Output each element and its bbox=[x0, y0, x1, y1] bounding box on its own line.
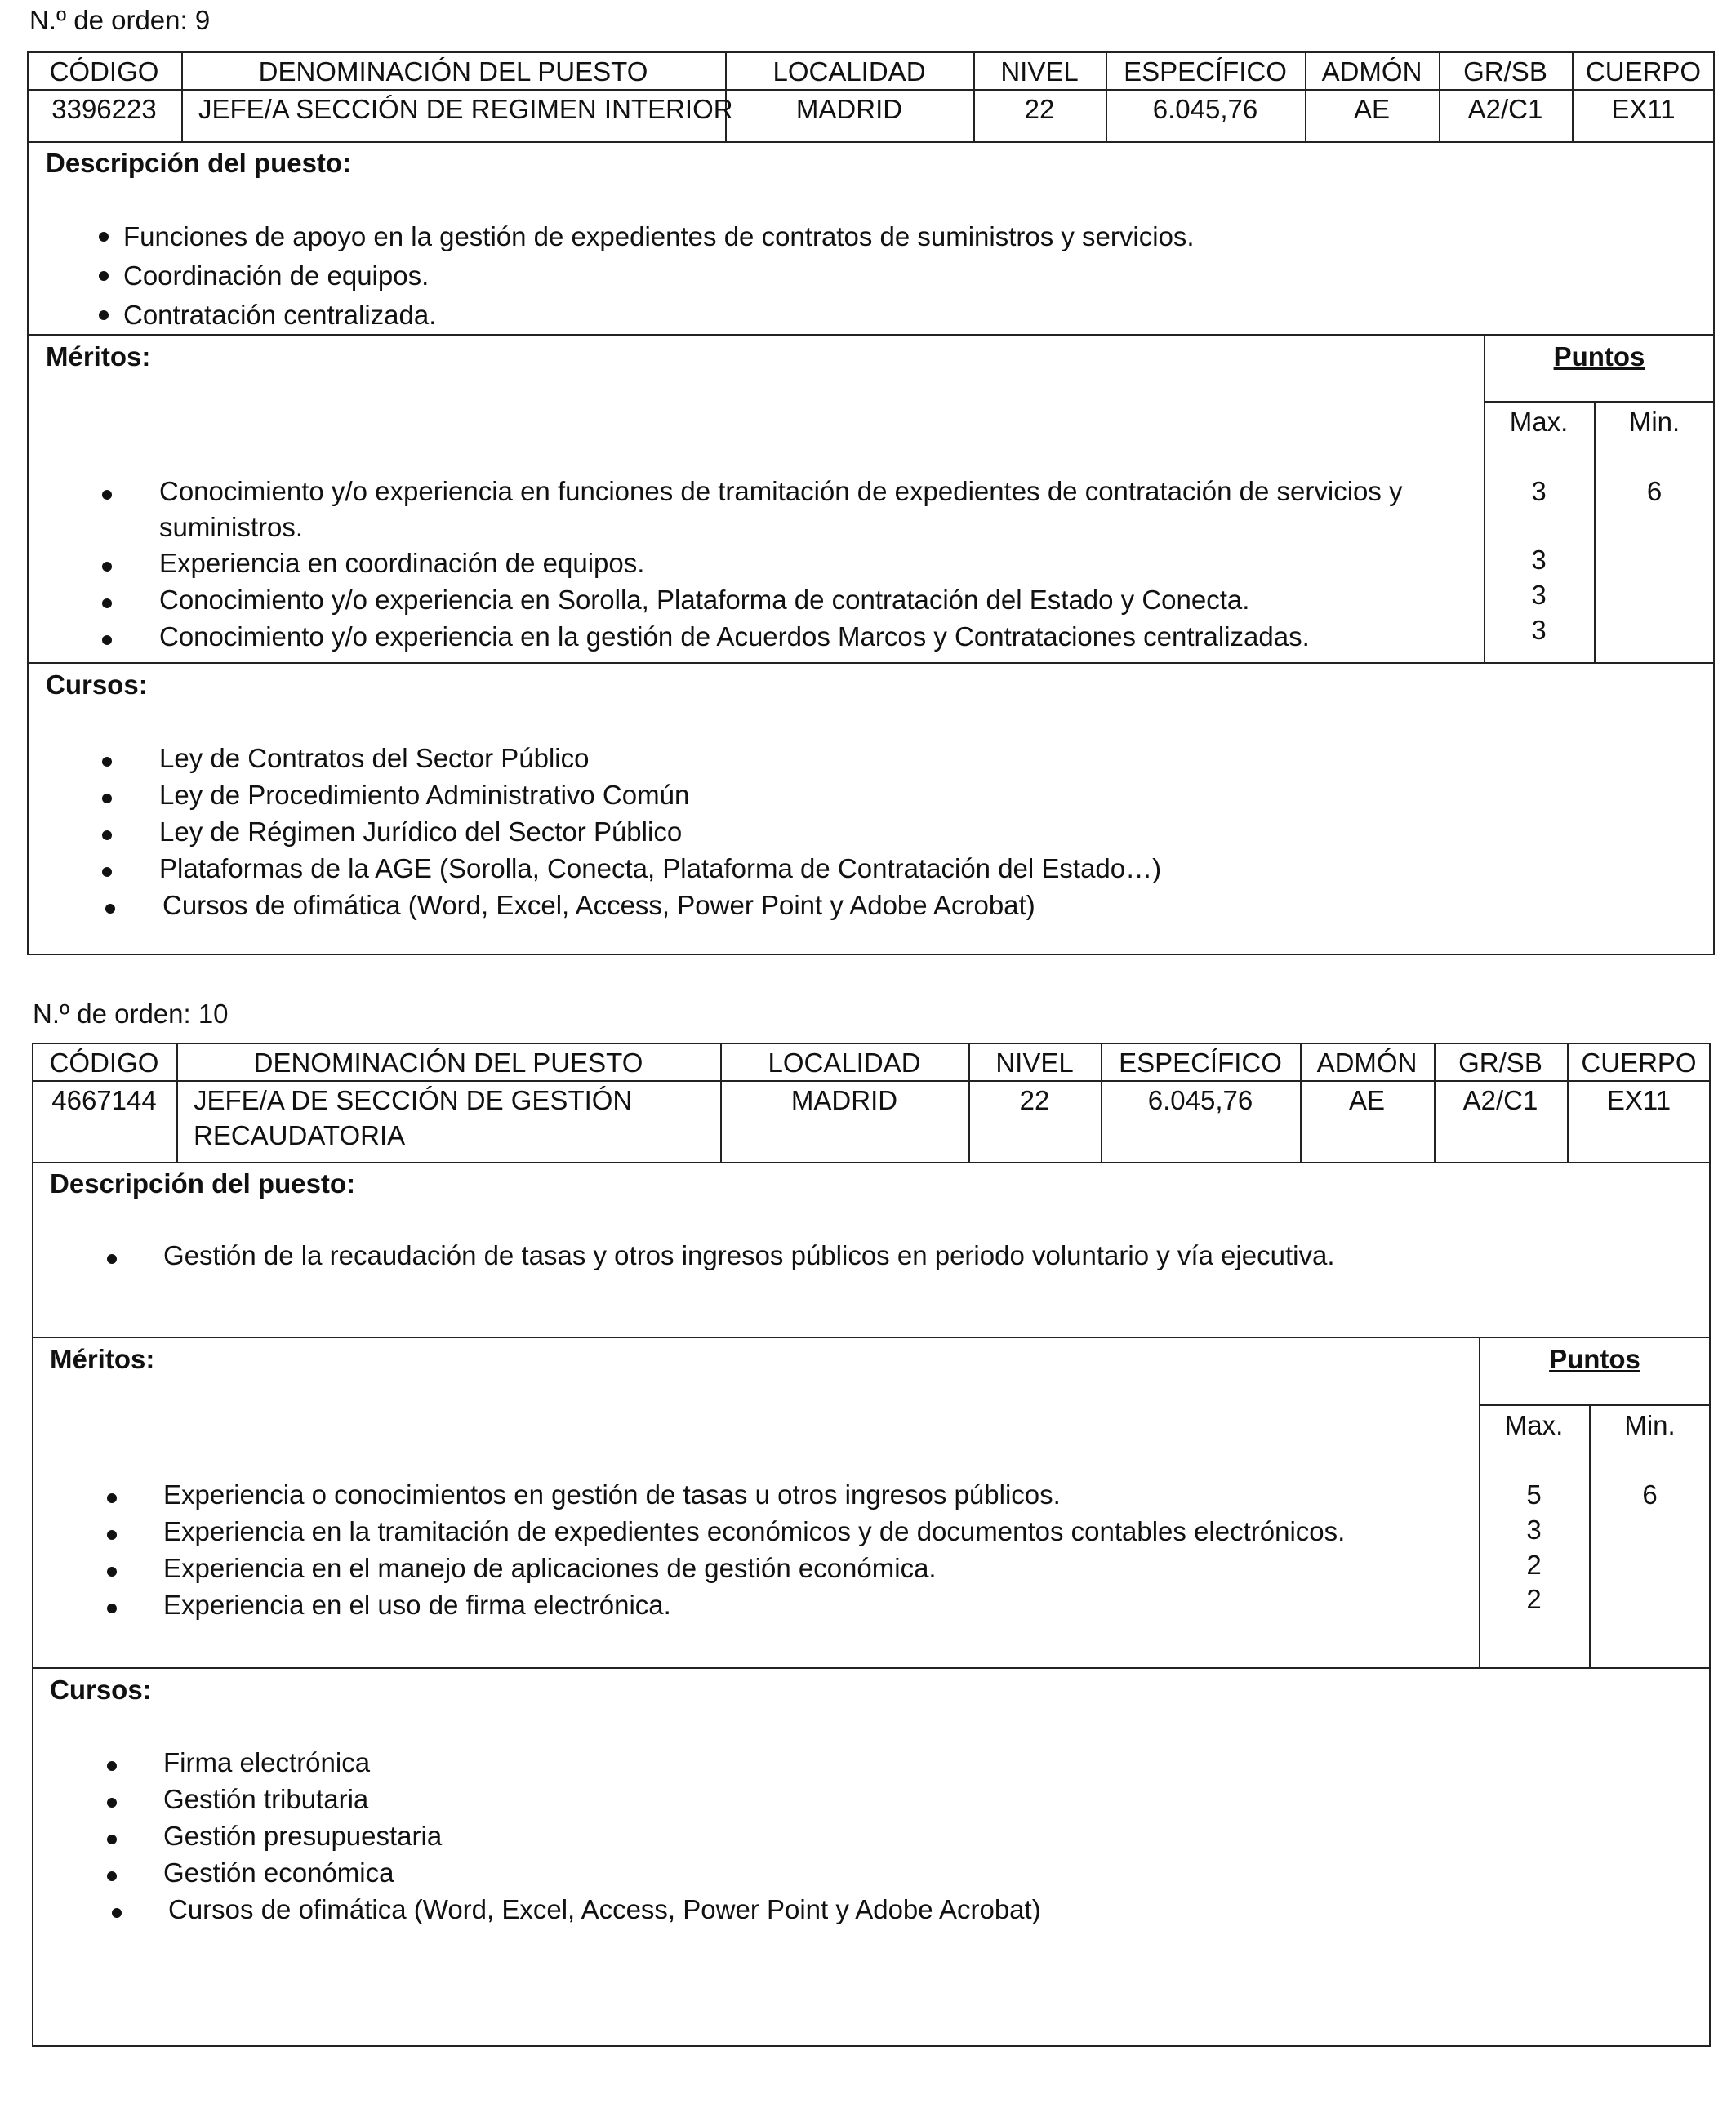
descripcion-heading: Descripción del puesto: bbox=[50, 1168, 356, 1199]
curso-item: Ley de Procedimiento Administrativo Común bbox=[159, 780, 690, 810]
bullet-dot bbox=[99, 310, 109, 320]
curso-item: Ley de Régimen Jurídico del Sector Público bbox=[159, 816, 683, 847]
merito-max: 3 bbox=[1531, 545, 1547, 575]
cell-grsb: A2/C1 bbox=[1462, 1085, 1538, 1115]
merito-item: Experiencia en coordinación de equipos. bbox=[159, 548, 645, 578]
header-denominacion: DENOMINACIÓN DEL PUESTO bbox=[258, 56, 648, 87]
puntos-heading: Puntos bbox=[1553, 341, 1645, 371]
cell-codigo: 4667144 bbox=[51, 1085, 157, 1115]
order-number-label: N.º de orden: 9 bbox=[29, 5, 211, 35]
max-heading: Max. bbox=[1504, 1410, 1564, 1440]
merito-item: Experiencia en la tramitación de expedientes económicos y de documentos contables electrónicos. bbox=[163, 1516, 1346, 1546]
bullet-dot bbox=[107, 1798, 117, 1808]
merito-max: 3 bbox=[1526, 1515, 1542, 1545]
curso-item: Gestión económica bbox=[163, 1857, 394, 1888]
header-grsb: GR/SB bbox=[1458, 1048, 1542, 1078]
bullet-dot bbox=[107, 1254, 117, 1264]
cell-localidad: MADRID bbox=[795, 94, 903, 124]
bullet-dot bbox=[107, 1530, 117, 1540]
merito-item: Conocimiento y/o experiencia en la gestión de Acuerdos Marcos y Contrataciones centralizadas. bbox=[159, 621, 1310, 652]
merito-item: Experiencia en el uso de firma electrónica. bbox=[163, 1590, 671, 1620]
merito-item: Experiencia en el manejo de aplicaciones de gestión económica. bbox=[163, 1553, 937, 1583]
cell-denominacion: JEFE/A SECCIÓN DE REGIMEN INTERIOR bbox=[198, 94, 733, 124]
descripcion-item: Contratación centralizada. bbox=[123, 300, 437, 330]
bullet-dot bbox=[99, 271, 109, 281]
header-codigo: CÓDIGO bbox=[49, 56, 159, 87]
merito-item: Conocimiento y/o experiencia en Sorolla, Plataforma de contratación del Estado y Conecta. bbox=[159, 585, 1250, 615]
bullet-dot bbox=[102, 598, 112, 608]
header-admon: ADMÓN bbox=[1321, 56, 1422, 87]
bullet-dot bbox=[102, 490, 112, 500]
cell-cuerpo: EX11 bbox=[1606, 1085, 1671, 1115]
header-grsb: GR/SB bbox=[1463, 56, 1547, 87]
cell-cuerpo: EX11 bbox=[1611, 94, 1676, 124]
curso-item: Gestión presupuestaria bbox=[163, 1821, 443, 1851]
descripcion-heading: Descripción del puesto: bbox=[46, 148, 352, 178]
merito-item-continuation: suministros. bbox=[159, 512, 304, 542]
bullet-dot bbox=[107, 1567, 117, 1577]
meritos-heading: Méritos: bbox=[50, 1344, 155, 1374]
header-nivel: NIVEL bbox=[995, 1048, 1074, 1078]
merito-max: 5 bbox=[1526, 1479, 1542, 1510]
bullet-dot bbox=[107, 1835, 117, 1844]
cursos-heading: Cursos: bbox=[46, 669, 148, 700]
bullet-dot bbox=[102, 562, 112, 572]
bullet-dot bbox=[107, 1871, 117, 1881]
merito-min: 6 bbox=[1646, 476, 1663, 506]
header-denominacion: DENOMINACIÓN DEL PUESTO bbox=[253, 1048, 643, 1078]
curso-item: Plataformas de la AGE (Sorolla, Conecta, Plataforma de Contratación del Estado…) bbox=[159, 853, 1162, 883]
header-localidad: LOCALIDAD bbox=[772, 56, 926, 87]
curso-item: Firma electrónica bbox=[163, 1747, 371, 1777]
puntos-heading: Puntos bbox=[1549, 1344, 1640, 1374]
curso-item: Cursos de ofimática (Word, Excel, Access, Power Point y Adobe Acrobat) bbox=[162, 890, 1035, 920]
header-cuerpo: CUERPO bbox=[1585, 56, 1702, 87]
order-number-label: N.º de orden: 10 bbox=[33, 999, 229, 1029]
curso-item: Cursos de ofimática (Word, Excel, Access, Power Point y Adobe Acrobat) bbox=[168, 1894, 1041, 1924]
cell-denominacion: JEFE/A DE SECCIÓN DE GESTIÓN bbox=[194, 1085, 633, 1115]
header-codigo: CÓDIGO bbox=[49, 1048, 159, 1078]
header-nivel: NIVEL bbox=[1000, 56, 1079, 87]
cell-grsb: A2/C1 bbox=[1467, 94, 1543, 124]
bullet-dot bbox=[107, 1493, 117, 1503]
cell-codigo: 3396223 bbox=[51, 94, 157, 124]
cell-admon: AE bbox=[1348, 1085, 1386, 1115]
cell-nivel: 22 bbox=[1019, 1085, 1050, 1115]
header-admon: ADMÓN bbox=[1316, 1048, 1418, 1078]
cell-nivel: 22 bbox=[1024, 94, 1055, 124]
cell-denominacion-line2: RECAUDATORIA bbox=[194, 1120, 406, 1150]
bullet-dot bbox=[102, 830, 112, 840]
bullet-dot bbox=[107, 1761, 117, 1771]
merito-item: Experiencia o conocimientos en gestión de tasas u otros ingresos públicos. bbox=[163, 1479, 1061, 1510]
bullet-dot bbox=[102, 635, 112, 645]
header-especifico: ESPECÍFICO bbox=[1119, 1048, 1282, 1078]
bullet-dot bbox=[107, 1604, 117, 1613]
bullet-dot bbox=[112, 1908, 122, 1918]
bullet-dot bbox=[102, 794, 112, 803]
cell-admon: AE bbox=[1353, 94, 1391, 124]
cursos-heading: Cursos: bbox=[50, 1675, 152, 1705]
merito-max: 2 bbox=[1526, 1584, 1542, 1614]
curso-item: Gestión tributaria bbox=[163, 1784, 369, 1814]
min-heading: Min. bbox=[1624, 1410, 1676, 1440]
bullet-dot bbox=[102, 757, 112, 767]
min-heading: Min. bbox=[1628, 407, 1680, 437]
cell-especifico: 6.045,76 bbox=[1147, 1085, 1253, 1115]
header-localidad: LOCALIDAD bbox=[768, 1048, 921, 1078]
descripcion-item: Coordinación de equipos. bbox=[123, 260, 430, 291]
max-heading: Max. bbox=[1509, 407, 1569, 437]
merito-item: Conocimiento y/o experiencia en funciones de tramitación de expedientes de contratación de servicios y bbox=[159, 476, 1403, 506]
merito-min: 6 bbox=[1642, 1479, 1658, 1510]
bullet-dot bbox=[105, 904, 115, 914]
descripcion-item: Funciones de apoyo en la gestión de expedientes de contratos de suministros y servicios. bbox=[123, 221, 1195, 251]
merito-max: 3 bbox=[1531, 580, 1547, 610]
bullet-dot bbox=[99, 232, 109, 242]
merito-max: 3 bbox=[1531, 476, 1547, 506]
merito-max: 2 bbox=[1526, 1550, 1542, 1580]
meritos-heading: Méritos: bbox=[46, 341, 151, 371]
header-cuerpo: CUERPO bbox=[1581, 1048, 1697, 1078]
merito-max: 3 bbox=[1531, 615, 1547, 645]
cell-localidad: MADRID bbox=[790, 1085, 898, 1115]
bullet-dot bbox=[102, 867, 112, 877]
descripcion-item: Gestión de la recaudación de tasas y otros ingresos públicos en periodo voluntario y vía ejecutiva. bbox=[163, 1240, 1335, 1270]
header-especifico: ESPECÍFICO bbox=[1124, 56, 1287, 87]
curso-item: Ley de Contratos del Sector Público bbox=[159, 743, 590, 773]
cell-especifico: 6.045,76 bbox=[1152, 94, 1258, 124]
